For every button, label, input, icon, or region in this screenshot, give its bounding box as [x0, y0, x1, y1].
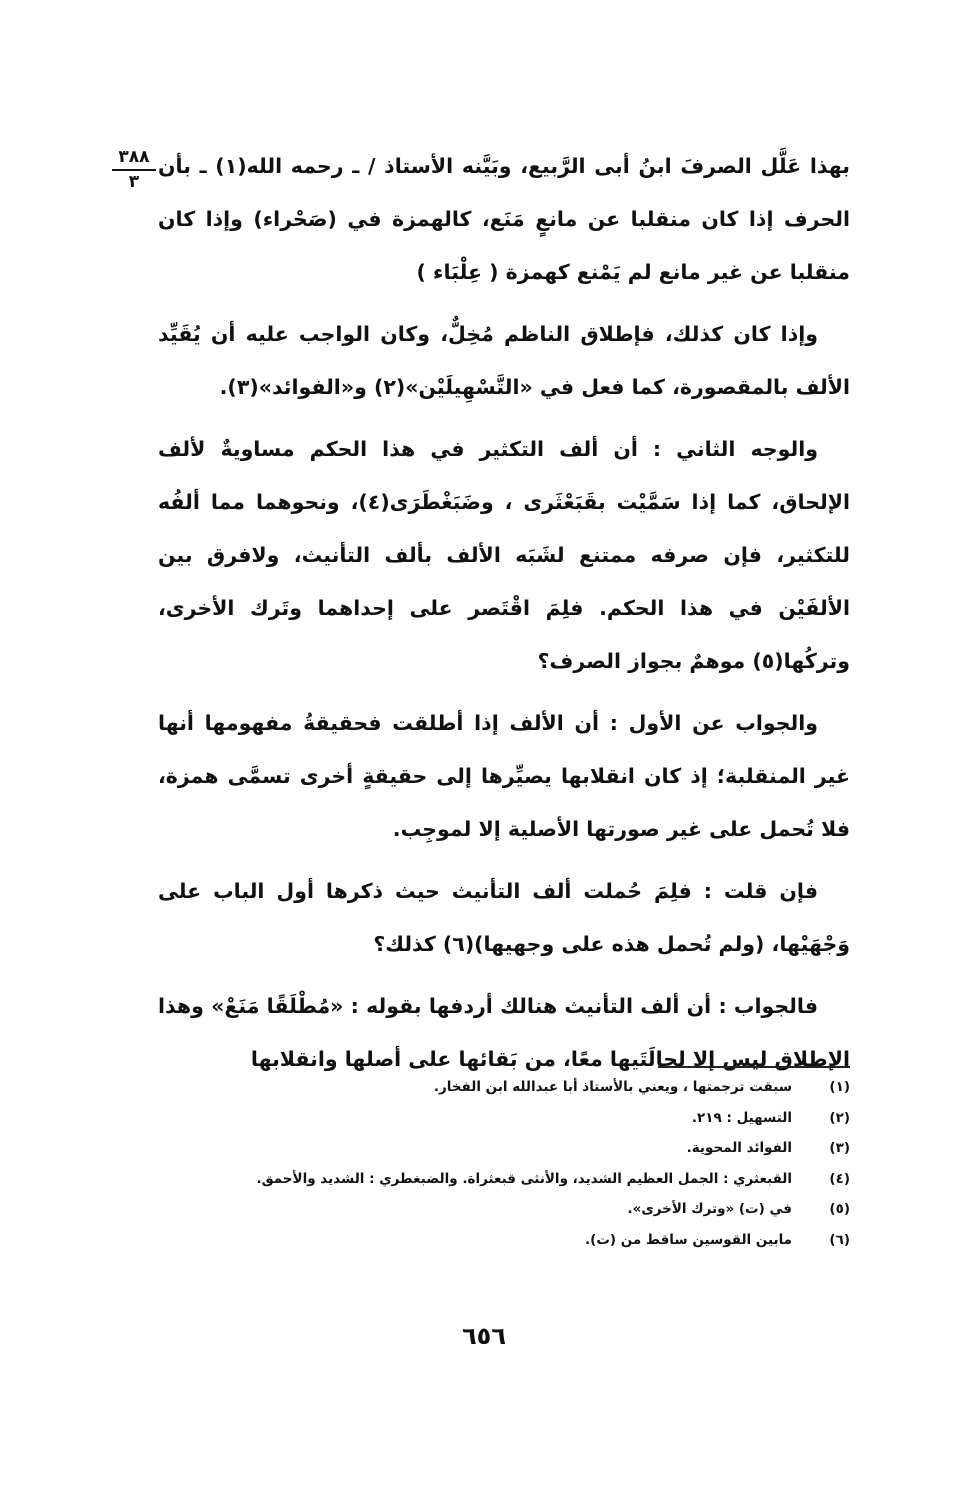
footnote-text: سبقت ترجمتها ، ويعني بالأستاذ أبا عبدالله ابن الفخار.: [433, 1079, 792, 1095]
footnote-number: (٢): [829, 1109, 850, 1126]
footnote: [150, 1079, 850, 1110]
footnote-text: في (ت) «وترك الأخرى».: [627, 1201, 792, 1217]
footnote-text: القبعثري : الجمل العظيم الشديد، والأنثى قبعثراة. والضبغطري : الشديد والأحمق.: [256, 1170, 792, 1187]
footnotes: [150, 1079, 850, 1262]
margin-reference-top: ٣٨٨: [112, 148, 156, 171]
footnote-number: (٤): [829, 1170, 850, 1187]
footnote: [150, 1201, 850, 1232]
page-number: ٦٥٦: [462, 1322, 506, 1350]
paragraph: بهذا عَلَّل الصرفَ ابنُ أبى الرَّبيع، وبَيَّنه الأستاذ / ـ رحمه الله(١) ـ بأن الحرف إذا كان منقلبا عن مانعٍ مَنَع، كالهمزة في (صَحْراء) وإذا كان منقلبا عن غير مانع لم يَمْنع كهمزة ( عِلْبَاء ): [158, 154, 850, 284]
paragraph: فالجواب : أن ألف التأنيث هنالك أردفها بقوله : «مُطْلَقًا مَنَعْ» وهذا الإطلاق ليس إلا لحالَتَيها معًا، من بَقائها على أصلها وانقلابها: [158, 994, 850, 1071]
main-text: [158, 140, 850, 1095]
footnote-separator: [658, 1066, 850, 1068]
footnote-number: (٦): [829, 1231, 850, 1248]
footnote-text: مابين القوسين ساقط من (ت).: [585, 1231, 792, 1248]
margin-reference-bottom: ٣: [128, 171, 140, 192]
footnote-text: الفوائد المحوية.: [686, 1140, 792, 1156]
footnote-number: (٥): [829, 1201, 850, 1217]
footnote-number: (٣): [829, 1140, 850, 1156]
footnote: [150, 1140, 850, 1171]
footnote: [150, 1232, 850, 1263]
footnote-number: (١): [829, 1079, 850, 1095]
paragraph: وإذا كان كذلك، فإطلاق الناظم مُخِلٌّ، وكان الواجب عليه أن يُقَيِّد الألف بالمقصورة، كما فعل في «التَّسْهِيلَيْن»(٢) و«الفوائد»(٣).: [158, 322, 850, 399]
paragraph: والوجه الثاني : أن ألف التكثير في هذا الحكم مساويةٌ لألف الإلحاق، كما إذا سَمَّيْت بقَبَعْثَرى ، وضَبَغْطَرَى(٤)، ونحوهما مما ألفُه للتكثير، فإن صرفه ممتنع لشَبَه الألف بألف التأنيث، ولافرق بين الألفَيْن في هذا الحكم. فلِمَ اقْتَصر على إحداهما وتَرك الأخرى، وتركُها(٥) موهمٌ بجواز الصرف؟: [158, 437, 850, 673]
footnote-text: التسهيل : ٢١٩.: [691, 1109, 792, 1126]
footnote: [150, 1171, 850, 1202]
paragraph: فإن قلت : فلِمَ حُملت ألف التأنيث حيث ذكرها أول الباب على وَجْهَيْها، (ولم تُحمل هذه على وجهيها)(٦) كذلك؟: [158, 879, 850, 956]
margin-reference: [112, 148, 156, 191]
footnote: [150, 1110, 850, 1141]
paragraph: والجواب عن الأول : أن الألف إذا أطلقت فحقيقةُ مفهومها أنها غير المنقلبة؛ إذ كان انقلابها يصيِّرها إلى حقيقةٍ أخرى تسمَّى همزة، فلا تُحمل على غير صورتها الأصلية إلا لموجِب.: [158, 711, 850, 841]
